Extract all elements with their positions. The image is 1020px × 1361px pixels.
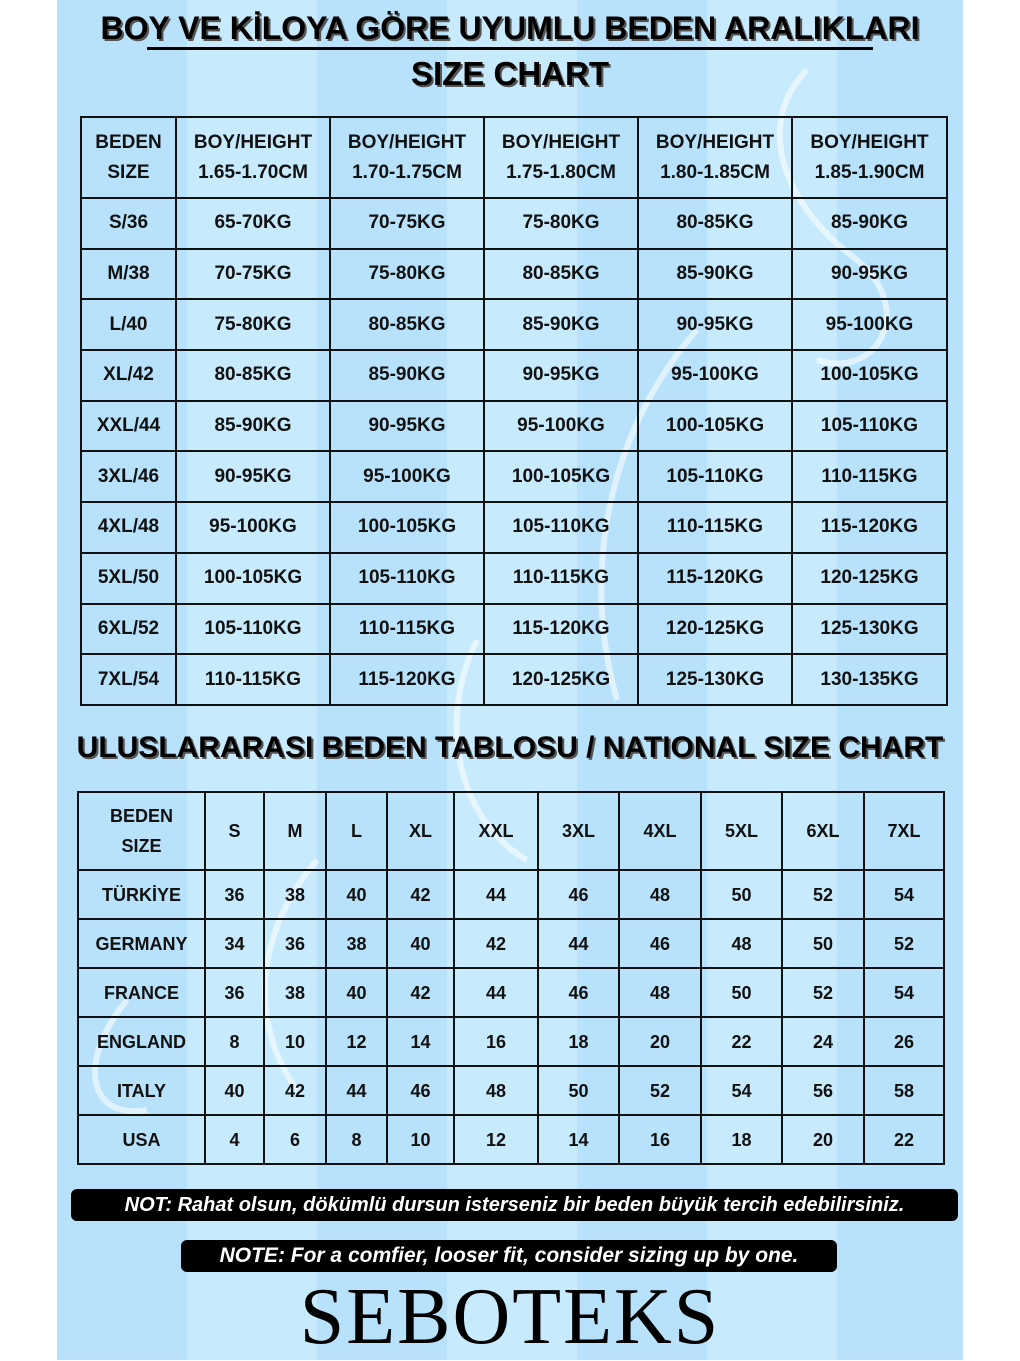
table-row: [78, 1115, 944, 1164]
table-row: [81, 198, 947, 249]
table-row: [81, 451, 947, 502]
table-cell: 8: [326, 1115, 387, 1164]
table-cell: 100-105KG: [638, 401, 792, 452]
row-label-cell: TÜRKİYE: [78, 870, 205, 919]
row-label-cell: FRANCE: [78, 968, 205, 1017]
table-cell: 22: [701, 1017, 782, 1066]
table-cell: 75-80KG: [484, 198, 638, 249]
brand-logo: SEBOTEKS: [299, 1273, 721, 1361]
table-cell: 100-105KG: [330, 502, 484, 553]
header-cell: [864, 792, 944, 870]
table-cell: 105-110KG: [330, 553, 484, 604]
row-label-cell: S/36: [81, 198, 176, 249]
table-row: [81, 249, 947, 300]
header-cell: [638, 117, 792, 198]
note-turkish: NOT: Rahat olsun, dökümlü dursun isterseniz bir beden büyük tercih edebilirsiniz.: [71, 1189, 958, 1221]
table-cell: 85-90KG: [792, 198, 947, 249]
header-text: 1.80-1.85CM: [660, 161, 770, 183]
table-row: [81, 401, 947, 452]
table-cell: 95-100KG: [792, 299, 947, 350]
table-cell: 40: [326, 968, 387, 1017]
table-cell: 70-75KG: [330, 198, 484, 249]
table-cell: 36: [205, 870, 264, 919]
header-text: BOY/HEIGHT: [655, 131, 775, 153]
table-cell: 38: [264, 870, 326, 919]
table-cell: 36: [205, 968, 264, 1017]
table-row: [78, 870, 944, 919]
table-cell: 50: [701, 870, 782, 919]
table-cell: 125-130KG: [638, 654, 792, 705]
table-cell: 46: [619, 919, 701, 968]
table-cell: 48: [454, 1066, 538, 1115]
table-cell: 70-75KG: [176, 249, 330, 300]
header-cell: [701, 792, 782, 870]
header-text: BEDEN: [109, 806, 173, 826]
table-cell: 34: [205, 919, 264, 968]
header-text: XL: [408, 821, 432, 841]
header-text: 6XL: [806, 821, 840, 841]
page-subtitle: SIZE CHART: [411, 55, 609, 92]
height-weight-size-table: [80, 116, 948, 706]
table-cell: 105-110KG: [484, 502, 638, 553]
row-label-cell: XL/42: [81, 350, 176, 401]
table-cell: 8: [205, 1017, 264, 1066]
national-chart-title: ULUSLARARASI BEDEN TABLOSU / NATIONAL SIZE CHART: [76, 731, 944, 764]
note-english: NOTE: For a comfier, looser fit, consider sizing up by one.: [181, 1240, 837, 1272]
header-cell: [454, 792, 538, 870]
header-cell: [176, 117, 330, 198]
row-label-cell: 5XL/50: [81, 553, 176, 604]
table-cell: 100-105KG: [176, 553, 330, 604]
table-cell: 16: [619, 1115, 701, 1164]
table-cell: 80-85KG: [176, 350, 330, 401]
table-cell: 90-95KG: [176, 451, 330, 502]
table-cell: 12: [326, 1017, 387, 1066]
table-cell: 22: [864, 1115, 944, 1164]
row-label-cell: 6XL/52: [81, 604, 176, 655]
table-cell: 54: [864, 870, 944, 919]
table-row: [78, 968, 944, 1017]
table-cell: 110-115KG: [638, 502, 792, 553]
table-cell: 130-135KG: [792, 654, 947, 705]
table-cell: 90-95KG: [638, 299, 792, 350]
table-cell: 85-90KG: [638, 249, 792, 300]
header-text: L: [351, 821, 362, 841]
header-text: BOY/HEIGHT: [501, 131, 621, 153]
table-cell: 18: [538, 1017, 619, 1066]
table-cell: 52: [782, 870, 864, 919]
header-text: BOY/HEIGHT: [347, 131, 467, 153]
table-cell: 115-120KG: [792, 502, 947, 553]
header-row: [81, 117, 947, 198]
header-text: BOY/HEIGHT: [193, 131, 313, 153]
table-cell: 100-105KG: [792, 350, 947, 401]
table-cell: 42: [387, 870, 454, 919]
table-row: [81, 553, 947, 604]
table-cell: 48: [619, 870, 701, 919]
table-cell: 4: [205, 1115, 264, 1164]
table-cell: 10: [264, 1017, 326, 1066]
table-cell: 120-125KG: [792, 553, 947, 604]
header-cell: [78, 792, 205, 870]
table-cell: 95-100KG: [484, 401, 638, 452]
header-text: 1.75-1.80CM: [506, 161, 616, 183]
row-label-cell: 4XL/48: [81, 502, 176, 553]
table-cell: 105-110KG: [176, 604, 330, 655]
header-cell: [782, 792, 864, 870]
header-cell: [484, 117, 638, 198]
table-cell: 120-125KG: [484, 654, 638, 705]
table-cell: 52: [619, 1066, 701, 1115]
table-cell: 115-120KG: [330, 654, 484, 705]
table-cell: 14: [387, 1017, 454, 1066]
table-cell: 42: [264, 1066, 326, 1115]
table-cell: 6: [264, 1115, 326, 1164]
table-cell: 90-95KG: [330, 401, 484, 452]
row-label-cell: USA: [78, 1115, 205, 1164]
header-text: SIZE: [107, 161, 150, 183]
table-cell: 48: [701, 919, 782, 968]
table-cell: 46: [538, 968, 619, 1017]
table-cell: 44: [538, 919, 619, 968]
table-cell: 40: [205, 1066, 264, 1115]
table-cell: 75-80KG: [176, 299, 330, 350]
table-cell: 85-90KG: [484, 299, 638, 350]
table-row: [81, 299, 947, 350]
table-cell: 38: [264, 968, 326, 1017]
table-cell: 100-105KG: [484, 451, 638, 502]
row-label-cell: ENGLAND: [78, 1017, 205, 1066]
table-cell: 48: [619, 968, 701, 1017]
table-cell: 24: [782, 1017, 864, 1066]
table-row: [81, 502, 947, 553]
table-cell: 54: [701, 1066, 782, 1115]
table-cell: 120-125KG: [638, 604, 792, 655]
row-label-cell: GERMANY: [78, 919, 205, 968]
header-text: XXL: [478, 821, 514, 841]
table-row: [81, 350, 947, 401]
header-text: M: [287, 821, 303, 841]
table-cell: 105-110KG: [638, 451, 792, 502]
table-cell: 40: [387, 919, 454, 968]
header-text: 1.65-1.70CM: [198, 161, 308, 183]
header-text: BEDEN: [95, 131, 162, 153]
table-cell: 44: [454, 870, 538, 919]
table-cell: 14: [538, 1115, 619, 1164]
table-cell: 58: [864, 1066, 944, 1115]
header-cell: [205, 792, 264, 870]
national-size-table: [77, 791, 945, 1165]
table-cell: 80-85KG: [330, 299, 484, 350]
table-cell: 50: [538, 1066, 619, 1115]
table-cell: 44: [326, 1066, 387, 1115]
table-cell: 54: [864, 968, 944, 1017]
table-cell: 95-100KG: [176, 502, 330, 553]
table-cell: 125-130KG: [792, 604, 947, 655]
table-cell: 16: [454, 1017, 538, 1066]
table-row: [78, 1066, 944, 1115]
header-text: 3XL: [561, 821, 595, 841]
header-cell: [326, 792, 387, 870]
row-label-cell: ITALY: [78, 1066, 205, 1115]
header-text: 5XL: [724, 821, 758, 841]
table-cell: 12: [454, 1115, 538, 1164]
table-cell: 90-95KG: [792, 249, 947, 300]
header-row: [78, 792, 944, 870]
table-cell: 75-80KG: [330, 249, 484, 300]
header-cell: [619, 792, 701, 870]
header-text: SIZE: [121, 836, 162, 856]
table-cell: 65-70KG: [176, 198, 330, 249]
table-row: [81, 654, 947, 705]
row-label-cell: 7XL/54: [81, 654, 176, 705]
page-title: BOY VE KİLOYA GÖRE UYUMLU BEDEN ARALIKLARI: [100, 10, 920, 46]
header-text: 1.85-1.90CM: [814, 161, 925, 183]
header-text: 7XL: [887, 821, 921, 841]
header-text: 1.70-1.75CM: [352, 161, 462, 183]
table-cell: 44: [454, 968, 538, 1017]
header-text: BOY/HEIGHT: [810, 131, 929, 153]
header-cell: [387, 792, 454, 870]
header-cell: [330, 117, 484, 198]
table-cell: 110-115KG: [176, 654, 330, 705]
table-cell: 10: [387, 1115, 454, 1164]
row-label-cell: 3XL/46: [81, 451, 176, 502]
header-cell: [264, 792, 326, 870]
table-cell: 56: [782, 1066, 864, 1115]
table-cell: 18: [701, 1115, 782, 1164]
table-cell: 42: [454, 919, 538, 968]
header-text: 4XL: [643, 821, 677, 841]
table-cell: 115-120KG: [484, 604, 638, 655]
table-cell: 110-115KG: [330, 604, 484, 655]
table-cell: 20: [782, 1115, 864, 1164]
table-row: [78, 919, 944, 968]
table-cell: 46: [387, 1066, 454, 1115]
table-cell: 95-100KG: [330, 451, 484, 502]
table-cell: 50: [782, 919, 864, 968]
table-cell: 105-110KG: [792, 401, 947, 452]
table-cell: 20: [619, 1017, 701, 1066]
table-cell: 38: [326, 919, 387, 968]
table-cell: 95-100KG: [638, 350, 792, 401]
row-label-cell: XXL/44: [81, 401, 176, 452]
table-cell: 80-85KG: [484, 249, 638, 300]
table-cell: 42: [387, 968, 454, 1017]
table-cell: 40: [326, 870, 387, 919]
table-row: [78, 1017, 944, 1066]
table-cell: 110-115KG: [792, 451, 947, 502]
table-cell: 90-95KG: [484, 350, 638, 401]
table-cell: 52: [782, 968, 864, 1017]
header-cell: [792, 117, 947, 198]
table-cell: 52: [864, 919, 944, 968]
table-row: [81, 604, 947, 655]
row-label-cell: M/38: [81, 249, 176, 300]
table-cell: 85-90KG: [330, 350, 484, 401]
table-cell: 115-120KG: [638, 553, 792, 604]
table-cell: 110-115KG: [484, 553, 638, 604]
table-cell: 85-90KG: [176, 401, 330, 452]
header-cell: [538, 792, 619, 870]
table-cell: 26: [864, 1017, 944, 1066]
table-cell: 36: [264, 919, 326, 968]
table-cell: 80-85KG: [638, 198, 792, 249]
table-cell: 50: [701, 968, 782, 1017]
table-cell: 46: [538, 870, 619, 919]
row-label-cell: L/40: [81, 299, 176, 350]
header-text: S: [228, 821, 241, 841]
header-cell: [81, 117, 176, 198]
title-underline: [147, 47, 873, 50]
